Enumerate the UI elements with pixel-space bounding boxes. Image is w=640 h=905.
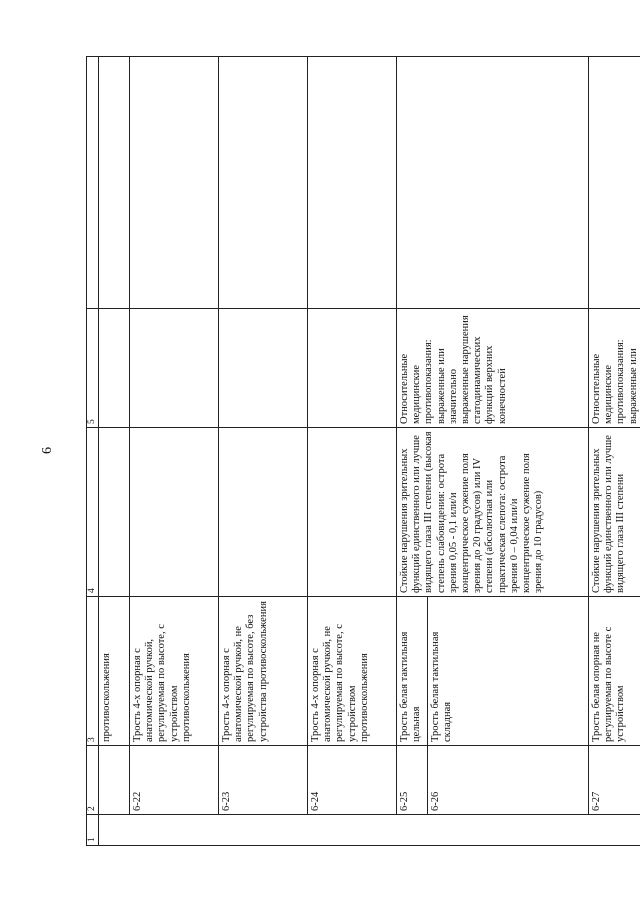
cell-name: Трость белая опорная не регулируемая по высоте с устройством	[589, 597, 640, 746]
cell-code: 6-23	[219, 746, 308, 815]
cell-name: Трость белая тактильная цельная	[397, 597, 428, 746]
header-cell-2: 2	[87, 746, 99, 815]
header-cell-6	[87, 57, 99, 309]
cell-extra	[219, 57, 308, 309]
cell-code: 6-26	[428, 746, 589, 815]
header-cell-5: 5	[87, 309, 99, 428]
table-row	[219, 57, 308, 846]
cell-col1	[99, 815, 640, 846]
table-header-row	[87, 57, 99, 846]
cell-extra	[99, 57, 130, 309]
cell-contra	[308, 309, 397, 428]
cell-code: 6-25	[397, 746, 428, 815]
cell-name: Трость 4-х опорная с анатомической ручкой, не регулируемая по высоте, без устройства противоскольжения	[219, 597, 308, 746]
cell-name: Трость 4-х опорная с анатомической ручкой, регулируемая по высоте, с устройством противоскольжения	[130, 597, 219, 746]
cell-contra	[130, 309, 219, 428]
cell-indication: Стойкие нарушения зрительных функций единственного или лучше видящего глаза III степени (высокая степень слабовидения: острота зрения 0,05 - 0,1 или/и концентрическое сужение поля зрения до 20 градусов) или IV степени (абсолютная или практическая слепота: острота зрения 0 – 0,04 или/и концентрическое сужение поля зрения до 10 градусов)	[397, 428, 589, 597]
cell-extra	[589, 57, 640, 309]
table-row	[130, 57, 219, 846]
cell-contra	[99, 309, 130, 428]
cell-indication	[130, 428, 219, 597]
cell-code	[99, 746, 130, 815]
cell-contra	[219, 309, 308, 428]
cell-name: Трость белая тактильная складная	[428, 597, 589, 746]
cell-contra: Относительные медицинские противопоказания: выраженные или значительно выраженные нарушения статодинамических функций верхних конечностей	[397, 309, 589, 428]
cell-extra	[130, 57, 219, 309]
page-number: 6	[40, 447, 55, 454]
table-row	[589, 57, 640, 846]
header-cell-3: 3	[87, 597, 99, 746]
cell-indication	[219, 428, 308, 597]
cell-contra: Относительные медицинские противопоказания: выраженные или	[589, 309, 640, 428]
cell-name: противоскольжения	[99, 597, 130, 746]
table-row	[397, 57, 428, 846]
header-cell-1: 1	[87, 815, 99, 846]
cell-indication	[99, 428, 130, 597]
cell-extra	[308, 57, 397, 309]
cell-indication	[308, 428, 397, 597]
cell-name: Трость 4-х опорная с анатомической ручкой, не регулируемая по высоте, с устройством противоскольжения	[308, 597, 397, 746]
table-row	[308, 57, 397, 846]
table-row	[99, 57, 130, 846]
devices-table	[86, 56, 640, 846]
header-cell-4: 4	[87, 428, 99, 597]
cell-code: 6-24	[308, 746, 397, 815]
rotated-table-container	[86, 56, 639, 846]
cell-extra	[397, 57, 589, 309]
cell-code: 6-22	[130, 746, 219, 815]
cell-indication: Стойкие нарушения зрительных функций единственного или лучше видящего глаза III степени	[589, 428, 640, 597]
cell-code: 6-27	[589, 746, 640, 815]
